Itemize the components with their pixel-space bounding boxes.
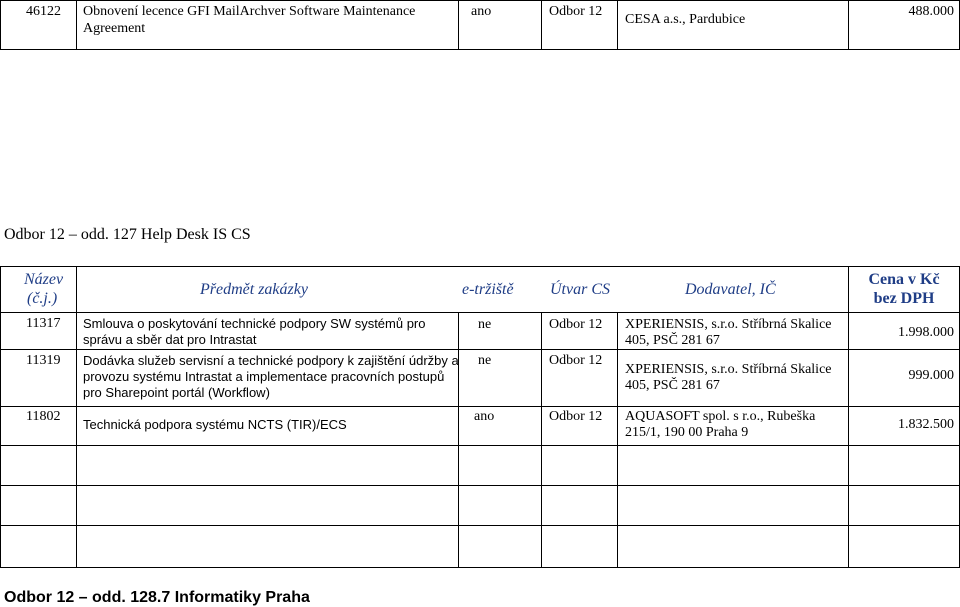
row-11319-subject-line2: provozu systému Intrastat a implementace pracovních postupů	[83, 369, 445, 384]
row-11317-etrziste: ne	[478, 317, 492, 332]
row-11319-subject-line3: pro Sharepoint portál (Workflow)	[83, 385, 270, 400]
top-row-utvar: Odbor 12	[549, 4, 603, 19]
row-11317-utvar: Odbor 12	[549, 317, 603, 332]
header-cena: Cena v Kč	[868, 271, 940, 288]
row-11317-subject-line1: Smlouva o poskytování technické podpory SW systémů pro	[83, 316, 426, 331]
header-nazev: Název	[24, 271, 64, 288]
top-row-id: 46122	[26, 4, 61, 19]
row-11802-subject-line1: Technická podpora systému NCTS (TIR)/ECS	[83, 417, 347, 432]
row-11802-dodavatel-line1: AQUASOFT spol. s r.o., Rubeška	[625, 409, 816, 424]
table-row-empty	[0, 446, 960, 485]
header-cj: (č.j.)	[27, 290, 58, 307]
top-row-dodavatel: CESA a.s., Pardubice	[625, 12, 746, 27]
row-11319-etrziste: ne	[478, 353, 492, 368]
top-row-subject-line2: Agreement	[83, 21, 146, 36]
header-predmet: Předmět zakázky	[200, 281, 308, 298]
row-11317-cena: 1.998.000	[898, 325, 954, 340]
row-11319-utvar: Odbor 12	[549, 353, 603, 368]
row-11802-cena: 1.832.500	[898, 417, 954, 432]
top-row-etrziste: ano	[471, 4, 492, 19]
row-11319-dodavatel-line2: 405, PSČ 281 67	[625, 378, 720, 393]
header-dodavatel: Dodavatel, IČ	[685, 281, 776, 298]
header-etrziste: e-tržiště	[462, 281, 514, 298]
row-11802-id: 11802	[26, 409, 61, 424]
section-title-127: Odbor 12 – odd. 127 Help Desk IS CS	[4, 226, 251, 243]
row-11319-cena: 999.000	[908, 368, 954, 383]
row-11317-subject-line2: správu a sběr dat pro Intrastat	[83, 332, 257, 347]
row-11319-subject-line1: Dodávka služeb servisní a technické podpory k zajištění údržby a	[83, 353, 459, 368]
row-11802-etrziste: ano	[474, 409, 495, 424]
row-11802-dodavatel-line2: 215/1, 190 00 Praha 9	[625, 425, 749, 440]
header-bez-dph: bez DPH	[873, 290, 935, 307]
top-row-cena: 488.000	[908, 4, 954, 19]
section-title-128-7: Odbor 12 – odd. 128.7 Informatiky Praha	[4, 589, 310, 606]
row-11317-dodavatel-line2: 405, PSČ 281 67	[625, 333, 720, 348]
header-utvar: Útvar CS	[550, 281, 610, 298]
row-11319-id: 11319	[26, 353, 61, 368]
row-11802-utvar: Odbor 12	[549, 409, 603, 424]
table-row-empty	[0, 486, 960, 525]
row-11319-dodavatel-line1: XPERIENSIS, s.r.o. Stříbrná Skalice	[625, 362, 832, 377]
row-11317-dodavatel-line1: XPERIENSIS, s.r.o. Stříbrná Skalice	[625, 317, 832, 332]
row-11317-id: 11317	[26, 316, 61, 331]
top-row-subject-line1: Obnovení lecence GFI MailArchver Software Maintenance	[83, 4, 416, 19]
table-row-empty	[0, 526, 960, 567]
